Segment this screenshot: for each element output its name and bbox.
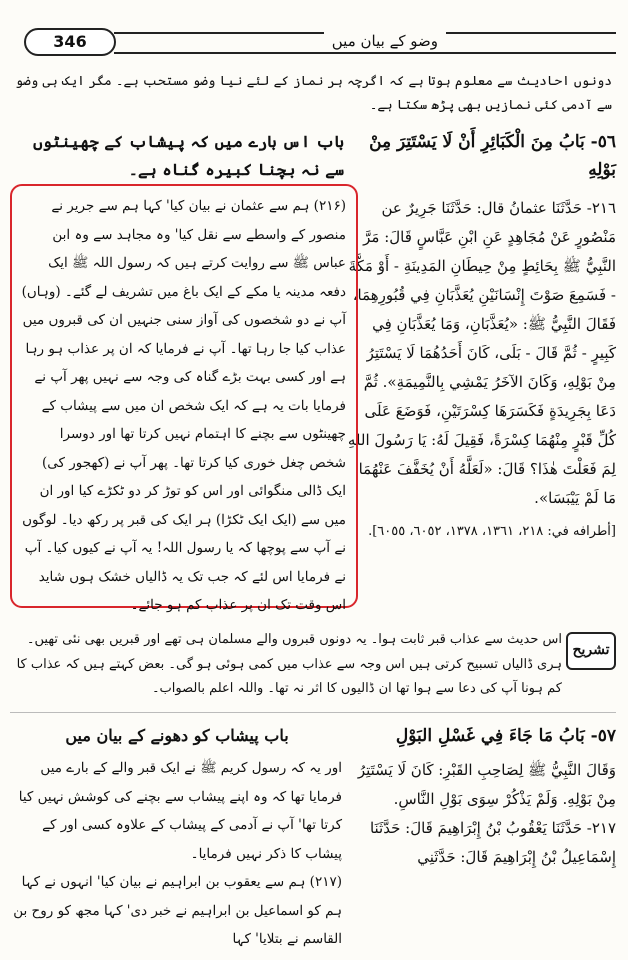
running-title: وضو کے بیان میں	[324, 30, 446, 52]
arabic-chapter-heading: ٥٦- بَابُ مِنَ الْكَبَائِرِ أَنْ لَا يَسْتَتِرَ مِنْ بَوْلِهِ	[369, 132, 616, 180]
page-number: 346	[24, 28, 116, 56]
arabic-column-1	[346, 128, 616, 545]
arabic-hadith-217-start: ٢١٧- حَدَّثَنَا يَعْقُوبُ بْنُ إِبْرَاهِيمَ قَالَ: حَدَّثَنَا إِسْمَاعِيلُ بْنُ إِبْرَاهِيمَ قَالَ: حَدَّثَنِي	[369, 819, 616, 866]
commentary-text: اس حدیث سے عذاب قبر ثابت ہوا۔ یہ دونوں قبروں والے مسلمان ہی تھے اور قبریں بھی نئی تھیں۔ ہری ڈالیاں تسبیح کرتی ہیں اس وجہ سے عذاب میں کمی ہوئی ہو گی۔ بعض کہتے ہیں کہ عذاب کا کم ہونا آپ کی دعا سے ہوا تھا ان ڈالیوں کا اثر نہ تھا۔ واللہ اعلم بالصواب۔	[16, 632, 562, 696]
arabic-chapter-text-57: وَقَالَ النَّبِيُّ ﷺ لِصَاحِبِ القَبْرِ: كَانَ لَا يَسْتَتِرُ مِنْ بَوْلِهِ. وَلَمْ يَذْكُرْ سِوَى بَوْلِ النَّاسِ.	[357, 761, 616, 808]
arabic-hadith-216: ٢١٦- حَدَّثَنَا عثمانُ قال: حَدَّثَنَا جَرِيرٌ عن مَنْصُورٍ عَنْ مُجَاهِدٍ عَنِ ابْنِ عَبَّاسٍ قَالَ: مَرَّ النَّبِيُّ ﷺ بِحَائِطٍ مِنْ حِيطَانِ المَدِينَةِ - أَوْ مَكَّةَ - فَسَمِعَ صَوْتَ إِنْسَانَيْنِ يُعَذَّبَانِ فِي قُبُورِهِمَا، فَقَالَ النَّبِيُّ ﷺ: «يُعَذَّبَانِ، وَمَا يُعَذَّبَانِ فِي كَبِيرٍ - ثُمَّ قَالَ - بَلَى، كَانَ أَحَدُهُمَا لَا يَسْتَتِرُ مِنْ بَوْلِهِ، وَكَانَ الآخَرُ يَمْشِي بِالنَّمِيمَةِ». ثُمَّ دَعَا بِجَرِيدَةٍ فَكَسَرَهَا كِسْرَتَيْنِ، فَوَضَعَ عَلَى كُلِّ قَبْرٍ مِنْهُمَا كِسْرَةً، فَقِيلَ لَهُ: يَا رَسُولَ اللهِ لِمَ فَعَلْتَ هٰذَا؟ قَالَ: «لَعَلَّهُ أَنْ يُخَفَّفَ عَنْهُمَا مَا لَمْ يَيْبَسَا».	[347, 199, 616, 507]
urdu-chapter-text-57: اور یہ کہ رسول کریم ﷺ نے ایک قبر والے کے بارے میں فرمایا تھا کہ وہ اپنے پیشاب سے بچنے کی کوشش نہیں کیا کرتا تھا' آپ نے آدمی کے پیشاب کے علاوہ کسی اور کے پیشاب کا ذکر نہیں فرمایا۔	[18, 760, 342, 862]
header-rule-bottom	[114, 52, 616, 54]
arabic-column-2	[346, 722, 616, 872]
urdu-translation-216: (۲۱۶) ہم سے عثمان نے بیان کیا' کہا ہم سے جریر نے منصور کے واسطے سے نقل کیا' وہ مجاہد سے وہ ابن عباس ﷺ سے روایت کرتے ہیں کہ رسول اللہ ﷺ ایک دفعہ مدینہ یا مکے کے ایک باغ میں تشریف لے گئے۔ (وہاں) آپ نے دو شخصوں کی آواز سنی جنہیں ان کی قبروں میں عذاب کیا جا رہا تھا۔ آپ نے فرمایا کہ ان پر عذاب ہو رہا ہے اور کسی بہت بڑے گناہ کی وجہ سے نہیں پھر آپ نے فرمایا بات یہ ہے کہ ایک شخص ان میں سے پیشاب کے چھینٹوں سے بچنے کا اہتمام نہیں کرتا تھا اور دوسرا شخص چغل خوری کیا کرتا تھا۔ پھر آپ نے (کھجور کی) ایک ڈالی منگوائی اور اس کو توڑ کر دو ٹکڑے کیا اور ان میں سے (ایک ایک ٹکڑا) ہر ایک کی قبر پر رکھ دیا۔ لوگوں نے آپ سے پوچھا کہ یا رسول اللہ! یہ آپ نے کیوں کیا۔ آپ نے فرمایا اس لئے کہ جب تک یہ ڈالیاں خشک ہوں شاید اس وقت تک ان پر عذاب کم ہو جائے۔	[21, 198, 346, 613]
page-header	[10, 24, 616, 58]
arabic-chapter-heading-57: ٥٧- بَابُ مَا جَاءَ فِي غَسْلِ البَوْلِ	[395, 726, 616, 746]
urdu-hadith-217-start: (۲۱۷) ہم سے یعقوب بن ابراہیم نے بیان کیا' انہوں نے کہا ہم کو اسماعیل بن ابراہیم نے خبر دی' کہا مجھ کو روح بن القاسم نے بتلایا' کہا	[13, 874, 342, 947]
urdu-translation-216-block	[20, 192, 346, 620]
urdu-chapter-heading-block	[22, 128, 344, 184]
intro-note: دونوں احادیث سے معلوم ہوتا ہے کہ اگرچہ ہر نماز کے لئے نیا وضو مستحب ہے۔ مگر ایک ہی وضو سے آدمی کئی نمازیں بھی پڑھ سکتا ہے۔	[15, 74, 612, 113]
arabic-references: [أطرافه في: ٢١٨، ١٣٦١، ١٣٧٨، ٦٠٥٢، ٦٠٥٥].	[368, 524, 616, 539]
section-divider	[10, 712, 616, 713]
urdu-chapter-heading-57: باب پیشاب کو دھونے کے بیان میں	[65, 726, 289, 745]
urdu-chapter-heading: باب اس بارے میں کہ پیشاب کے چھینٹوں سے نہ بچنا کبیرہ گناہ ہے۔	[33, 132, 344, 179]
commentary-badge: تشریح	[566, 632, 616, 670]
urdu-column-2	[12, 722, 342, 954]
